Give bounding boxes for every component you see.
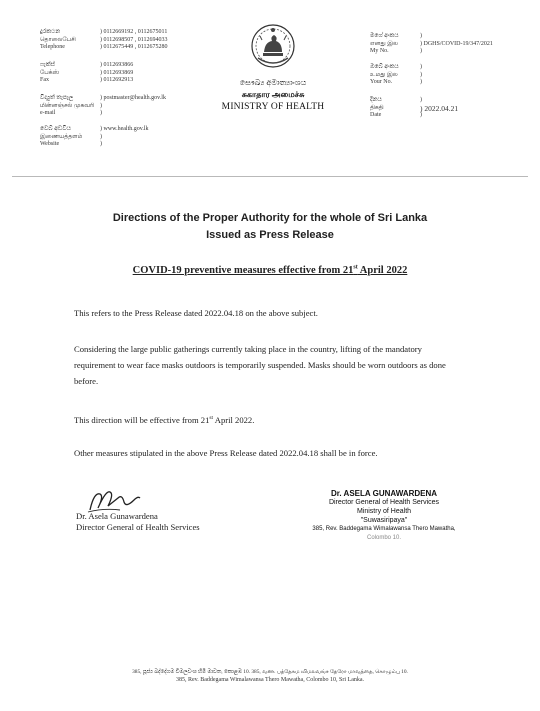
my-no-label-en: My No. xyxy=(370,48,389,54)
my-no-label-ta: எனது இல xyxy=(370,40,399,47)
paragraph-3-month: April 2022. xyxy=(213,414,255,425)
ministry-name-ta: சுகாதார அமைச்சு xyxy=(241,90,305,99)
website-value-1: ) www.health.gov.lk xyxy=(100,126,149,132)
stamp-address: 385, Rev. Baddegama Wimalawansa Thero Mawatha, xyxy=(312,526,456,532)
email-label-si: විද්‍යුත් තැපෑල xyxy=(40,95,74,101)
footer-address-local: 385, පූජ්‍ය බද්දේගම විමලවංශ හිමි මාවත, කොළඹ 10. 385, வண. பத்தேகம விமலவங்ச தேரோ மாவத்தை, கொழும்பு 10. xyxy=(132,669,408,675)
my-no-labels xyxy=(370,33,418,56)
fax-label-si: ෆැක්ස් xyxy=(40,62,55,68)
stamp-name: Dr. ASELA GUNAWARDENA xyxy=(330,489,438,498)
my-no-value-1: ) xyxy=(420,33,422,39)
date-labels xyxy=(370,97,418,120)
footer-address-en: 385, Rev. Baddegama Wimalawansa Thero Mawatha, Colombo 10, Sri Lanka. xyxy=(175,677,365,683)
date-values xyxy=(420,97,530,120)
email-labels xyxy=(40,95,100,118)
telephone-value-1: ) 0112669192 , 0112675011 xyxy=(100,29,168,35)
fax-labels xyxy=(40,62,100,85)
reference-number: ) DGHS/COVID-19/347/2021 xyxy=(420,40,493,47)
website-label-en: Website xyxy=(40,141,60,147)
ministry-name xyxy=(200,77,346,113)
document-title xyxy=(40,210,500,244)
stamp-building: "Suwasiripaya" xyxy=(360,517,408,524)
your-no-label-si: ඔබේ අංකය xyxy=(370,64,399,70)
paragraph-3-superscript: st xyxy=(209,415,214,421)
website-value-2: ) xyxy=(100,133,102,140)
my-no-value-3: ) xyxy=(420,48,422,54)
stamp-ministry: Ministry of Health xyxy=(356,508,412,515)
letter-date: ) 2022.04.21 xyxy=(420,103,459,113)
ministry-name-si: සෞඛ්‍ය අමාත්‍යාංශය xyxy=(239,78,307,87)
signatory-block xyxy=(76,511,266,533)
your-no-value-2: ) xyxy=(420,71,422,78)
telephone-label-ta: தொலைபேசி xyxy=(40,36,76,43)
your-no-value-1: ) xyxy=(420,64,422,70)
fax-values xyxy=(100,62,210,85)
website-labels xyxy=(40,126,100,149)
telephone-label-en: Telephone xyxy=(40,44,65,50)
title-line-1: Directions of the Proper Authority for the whole of Sri Lanka xyxy=(112,212,428,224)
email-value-1: ) postmaster@health.gov.lk xyxy=(100,95,166,101)
paragraph-3-text: This direction will be effective from 21 xyxy=(74,414,210,425)
website-label-si: වෙබ් අඩවිය xyxy=(40,126,71,132)
my-no-values xyxy=(420,33,530,56)
telephone-value-2: ) 0112698507 , 0112694033 xyxy=(100,36,168,43)
date-value-1: ) xyxy=(420,97,422,103)
signatory-name: Dr. Asela Gunawardena xyxy=(76,511,158,521)
paragraph-3 xyxy=(74,410,474,428)
your-no-value-3: ) xyxy=(420,79,422,85)
subtitle-month: April 2022 xyxy=(357,264,408,276)
ministry-name-en: MINISTRY OF HEALTH xyxy=(221,102,325,112)
title-line-2: Issued as Press Release xyxy=(206,229,334,241)
date-label-si: දිනය xyxy=(370,97,382,103)
paragraph-2: Considering the large public gatherings currently taking place in the country, lifting of the mandatory requirement to wear face masks outdoors is temporarily suspended. Masks should be worn outdoors as done before. xyxy=(74,344,446,386)
telephone-values xyxy=(100,29,210,52)
footer-address xyxy=(60,668,480,684)
telephone-label-si: දුරකථන xyxy=(40,29,61,35)
website-values xyxy=(100,126,210,149)
paragraph-1: This refers to the Press Release dated 2022.04.18 on the above subject. xyxy=(74,308,318,318)
date-label-en: Date xyxy=(370,112,382,118)
fax-value-3: ) 0112692913 xyxy=(100,77,134,83)
my-no-label-si: මගේ අංකය xyxy=(370,33,399,39)
fax-label-ta: பேக்ஸ் xyxy=(40,69,60,76)
your-no-label-en: Your No. xyxy=(370,79,393,85)
your-no-labels xyxy=(370,64,418,87)
website-label-ta: இணையத்தளம் xyxy=(40,133,83,140)
stamp-city: Colombo 10. xyxy=(366,535,402,541)
date-value-3: ) xyxy=(420,112,422,118)
telephone-labels xyxy=(40,29,100,52)
email-label-ta: மின்னஞ்சல் முகவரி xyxy=(40,102,95,109)
email-values xyxy=(100,95,210,118)
telephone-value-3: ) 0112675449 , 0112675280 xyxy=(100,44,168,50)
email-value-2: ) xyxy=(100,102,102,109)
paragraph-4: Other measures stipulated in the above Press Release dated 2022.04.18 shall be in force. xyxy=(74,448,378,458)
email-label-en: e-mail xyxy=(40,110,56,116)
your-no-label-ta: உமது இல xyxy=(370,71,398,78)
signatory-title: Director General of Health Services xyxy=(76,522,200,532)
document-subtitle xyxy=(40,264,500,276)
subtitle-text: COVID-19 preventive measures effective from 21 xyxy=(132,264,354,276)
sri-lanka-emblem-icon xyxy=(250,22,296,70)
stamp-title: Director General of Health Services xyxy=(328,499,440,506)
date-label-ta: திகதி xyxy=(370,104,384,111)
fax-label-en: Fax xyxy=(40,77,49,83)
subtitle-superscript: st xyxy=(353,264,358,270)
header-divider xyxy=(12,176,528,177)
your-no-values xyxy=(420,64,530,87)
website-value-3: ) xyxy=(100,141,102,147)
official-stamp xyxy=(286,489,482,543)
email-value-3: ) xyxy=(100,110,102,116)
fax-value-2: ) 0112693869 xyxy=(100,69,134,76)
fax-value-1: ) 0112693866 xyxy=(100,62,134,68)
